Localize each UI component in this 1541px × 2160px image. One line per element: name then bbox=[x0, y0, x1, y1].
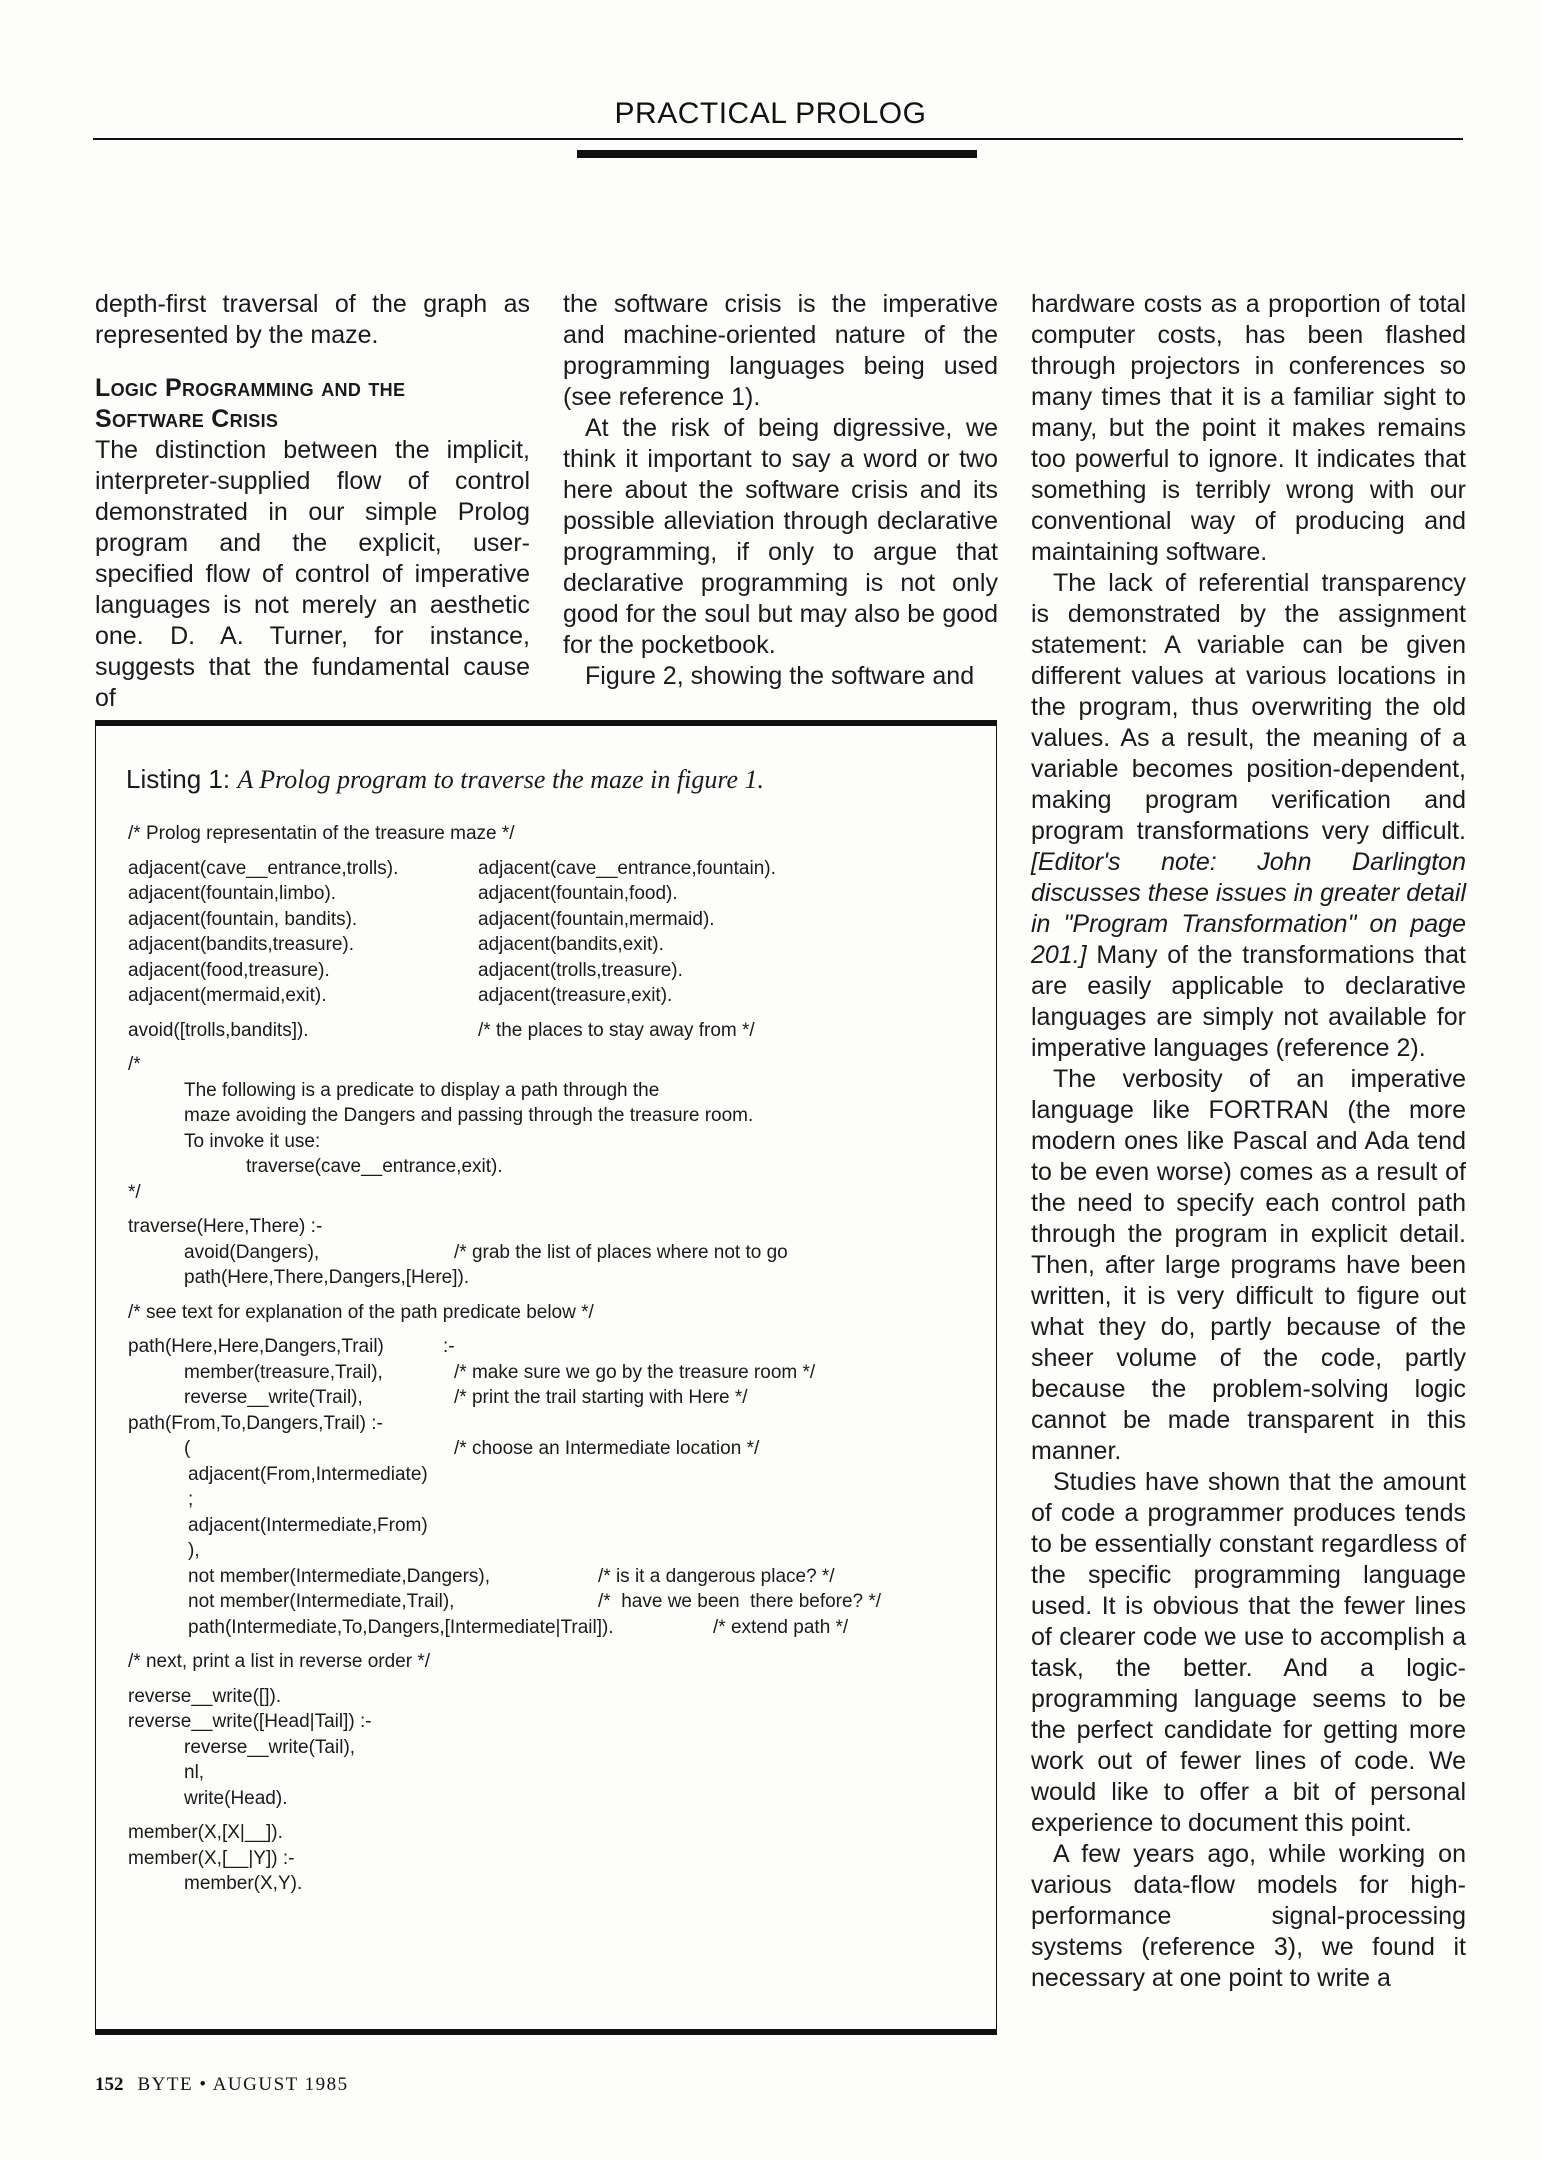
code-line: maze avoiding the Dangers and passing through the treasure room. bbox=[184, 1105, 754, 1126]
page-number: 152 bbox=[95, 2074, 124, 2095]
section-heading bbox=[95, 373, 530, 435]
code-line: :- bbox=[443, 1336, 455, 1357]
code-line: adjacent(cave__entrance,fountain). bbox=[478, 857, 776, 879]
code-line: path(From,To,Dangers,Trail) :- bbox=[128, 1412, 383, 1434]
code-line: nl, bbox=[184, 1762, 205, 1783]
code-line: traverse(Here,There) :- bbox=[128, 1216, 323, 1237]
code-line: adjacent(From,Intermediate) bbox=[188, 1463, 428, 1485]
section-heading-line-2: Software Crisis bbox=[95, 405, 279, 433]
code-row bbox=[128, 1589, 968, 1615]
code-comment: /* make sure we go by the treasure room */ bbox=[454, 1361, 816, 1383]
code-line: To invoke it use: bbox=[184, 1130, 321, 1152]
adjacent-facts-row bbox=[128, 856, 968, 882]
right-column bbox=[1031, 289, 1466, 1994]
adjacent-facts-row bbox=[128, 932, 968, 958]
code-line: ), bbox=[188, 1540, 200, 1561]
code-line: reverse__write([Head|Tail]) :- bbox=[128, 1711, 372, 1732]
section-heading-line-1: Logic Programming and the bbox=[95, 374, 406, 402]
right-paragraph-2 bbox=[1031, 568, 1466, 1064]
listing-caption: A Prolog program to traverse the maze in figure 1. bbox=[237, 765, 765, 794]
code-line: avoid(Dangers), bbox=[184, 1241, 320, 1263]
code-line: member(treasure,Trail), bbox=[184, 1361, 383, 1383]
left-paragraph-1: depth-first traversal of the graph as represented by the maze. bbox=[95, 290, 530, 349]
code-line: member(X,[__|Y]) :- bbox=[128, 1847, 295, 1869]
code-line: The following is a predicate to display a path through the bbox=[184, 1079, 660, 1101]
code-row bbox=[128, 1564, 968, 1590]
listing-label: Listing 1: bbox=[126, 764, 231, 794]
code-row bbox=[128, 1360, 968, 1386]
code-line: reverse__write([]). bbox=[128, 1685, 282, 1707]
code-line: ; bbox=[188, 1489, 194, 1510]
code-comment: /* have we been there before? */ bbox=[598, 1591, 882, 1612]
right-paragraph-4: Studies have shown that the amount of code a programmer produces tends to be essentially constant regardless of the specific programming language used. It is obvious that the fewer lines of clearer code we use to accomplish a task, the better. And a logic-programming language seems to be the perfect candidate for getting more work out of fewer lines of code. We would like to offer a bit of personal experience to document this point. bbox=[1031, 1468, 1466, 1837]
adjacent-facts-row bbox=[128, 983, 968, 1009]
code-line: reverse__write(Trail), bbox=[184, 1387, 363, 1408]
code-line: adjacent(trolls,treasure). bbox=[478, 959, 683, 981]
code-comment: /* the places to stay away from */ bbox=[478, 1019, 755, 1041]
code-row bbox=[128, 1615, 968, 1641]
magazine-issue: BYTE • AUGUST 1985 bbox=[137, 2074, 349, 2095]
code-listing bbox=[128, 821, 968, 1897]
adjacent-facts-row bbox=[128, 958, 968, 984]
right-paragraph-2-end: Many of the transformations that are easily applicable to declarative languages are simply not available for imperative languages (reference 2). bbox=[1031, 941, 1466, 1062]
code-comment: /* next, print a list in reverse order */ bbox=[128, 1651, 431, 1672]
right-paragraph-3: The verbosity of an imperative language like FORTRAN (the more modern ones like Pascal and Ada tend to be even worse) comes as a result of the need to specify each control path through the program in explicit detail. Then, after large programs have been written, it is very difficult to figure out what they do, partly because of the sheer volume of the code, partly because the problem-solving logic cannot be made transparent in this manner. bbox=[1031, 1065, 1466, 1465]
code-line: member(X,Y). bbox=[184, 1873, 303, 1894]
code-line: adjacent(mermaid,exit). bbox=[128, 985, 327, 1006]
code-line: adjacent(cave__entrance,trolls). bbox=[128, 857, 399, 879]
right-paragraph-1: hardware costs as a proportion of total computer costs, has been flashed through projectors in conferences so many times that it is a familiar sight to many, but the point it makes remains too powerful to ignore. It indicates that something is terribly wrong with our conventional way of producing and maintaining software. bbox=[1031, 290, 1466, 566]
code-line: adjacent(fountain,limbo). bbox=[128, 883, 337, 904]
code-row bbox=[128, 1334, 968, 1360]
listing-title bbox=[126, 764, 764, 795]
right-paragraph-2-text: The lack of referential transparency is demonstrated by the assignment statement: A variable can be given different values at various locations in the program, thus overwriting the old values. As a result, the meaning of a variable becomes position-dependent, making program verification and program transformations very difficult. bbox=[1031, 569, 1466, 845]
code-line: not member(Intermediate,Trail), bbox=[188, 1591, 455, 1612]
middle-paragraph-3: Figure 2, showing the software and bbox=[585, 662, 975, 690]
code-comment: /* is it a dangerous place? */ bbox=[598, 1565, 835, 1587]
code-line: reverse__write(Tail), bbox=[184, 1736, 356, 1758]
code-comment: /* extend path */ bbox=[713, 1616, 849, 1638]
code-line: avoid([trolls,bandits]). bbox=[128, 1019, 309, 1041]
header-rule bbox=[93, 138, 1463, 140]
middle-paragraph-2: At the risk of being digressive, we think it important to say a word or two here about the software crisis and its possible alleviation through declarative programming, if only to argue that declarative programming is not only good for the soul but may also be good for the pocketbook. bbox=[563, 414, 998, 659]
running-header: PRACTICAL PROLOG bbox=[614, 97, 927, 130]
right-paragraph-5: A few years ago, while working on various data-flow models for high-performance signal-processing systems (reference 3), we found it necessary at one point to write a bbox=[1031, 1840, 1466, 1992]
code-row bbox=[128, 1436, 968, 1462]
code-line: member(X,[X|__]). bbox=[128, 1822, 283, 1843]
code-comment: /* choose an Intermediate location */ bbox=[454, 1438, 760, 1459]
avoid-fact-row bbox=[128, 1018, 968, 1044]
code-line: traverse(cave__entrance,exit). bbox=[246, 1156, 503, 1177]
code-comment: /* grab the list of places where not to go bbox=[454, 1241, 788, 1263]
left-paragraph-2: The distinction between the implicit, interpreter-supplied flow of control demonstrated in our simple Prolog program and the explicit, user-specified flow of control of imperative languages is not merely an aesthetic one. D. A. Turner, for instance, suggests that the fundamental cause of bbox=[95, 436, 530, 712]
code-comment: /* print the trail starting with Here */ bbox=[454, 1387, 748, 1408]
code-line: adjacent(fountain,food). bbox=[478, 883, 678, 904]
code-line: ( bbox=[184, 1438, 191, 1459]
code-line: path(Here,There,Dangers,[Here]). bbox=[184, 1267, 470, 1288]
left-column bbox=[95, 289, 530, 714]
listing-box bbox=[95, 720, 997, 2035]
code-line: adjacent(treasure,exit). bbox=[478, 985, 673, 1006]
code-line: adjacent(bandits,treasure). bbox=[128, 934, 355, 955]
code-line: path(Intermediate,To,Dangers,[Intermediate|Trail]). bbox=[188, 1616, 614, 1638]
code-line: adjacent(fountain,mermaid). bbox=[478, 908, 715, 930]
editor-note: [Editor's note: John Darlington discusses these issues in greater detail in "Program Transformation" on page 201.] bbox=[1031, 848, 1466, 969]
code-row bbox=[128, 1240, 968, 1266]
middle-column bbox=[563, 289, 998, 692]
code-comment: /* see text for explanation of the path predicate below */ bbox=[128, 1301, 594, 1323]
code-line: adjacent(food,treasure). bbox=[128, 959, 330, 981]
header-bar bbox=[577, 150, 977, 158]
code-line: /* Prolog representatin of the treasure maze */ bbox=[128, 823, 515, 844]
code-line: path(Here,Here,Dangers,Trail) bbox=[128, 1336, 384, 1357]
page-footer bbox=[95, 2074, 349, 2096]
code-line: not member(Intermediate,Dangers), bbox=[188, 1565, 491, 1587]
code-line: adjacent(bandits,exit). bbox=[478, 934, 664, 955]
middle-paragraph-1: the software crisis is the imperative and machine-oriented nature of the programming languages being used (see reference 1). bbox=[563, 290, 998, 411]
code-line: adjacent(fountain, bandits). bbox=[128, 908, 358, 930]
adjacent-facts-row bbox=[128, 907, 968, 933]
code-line: write(Head). bbox=[184, 1787, 288, 1809]
code-row bbox=[128, 1385, 968, 1411]
adjacent-facts-row bbox=[128, 881, 968, 907]
code-line: adjacent(Intermediate,From) bbox=[188, 1514, 428, 1536]
code-line: /* bbox=[128, 1054, 141, 1075]
code-line: */ bbox=[128, 1181, 141, 1203]
